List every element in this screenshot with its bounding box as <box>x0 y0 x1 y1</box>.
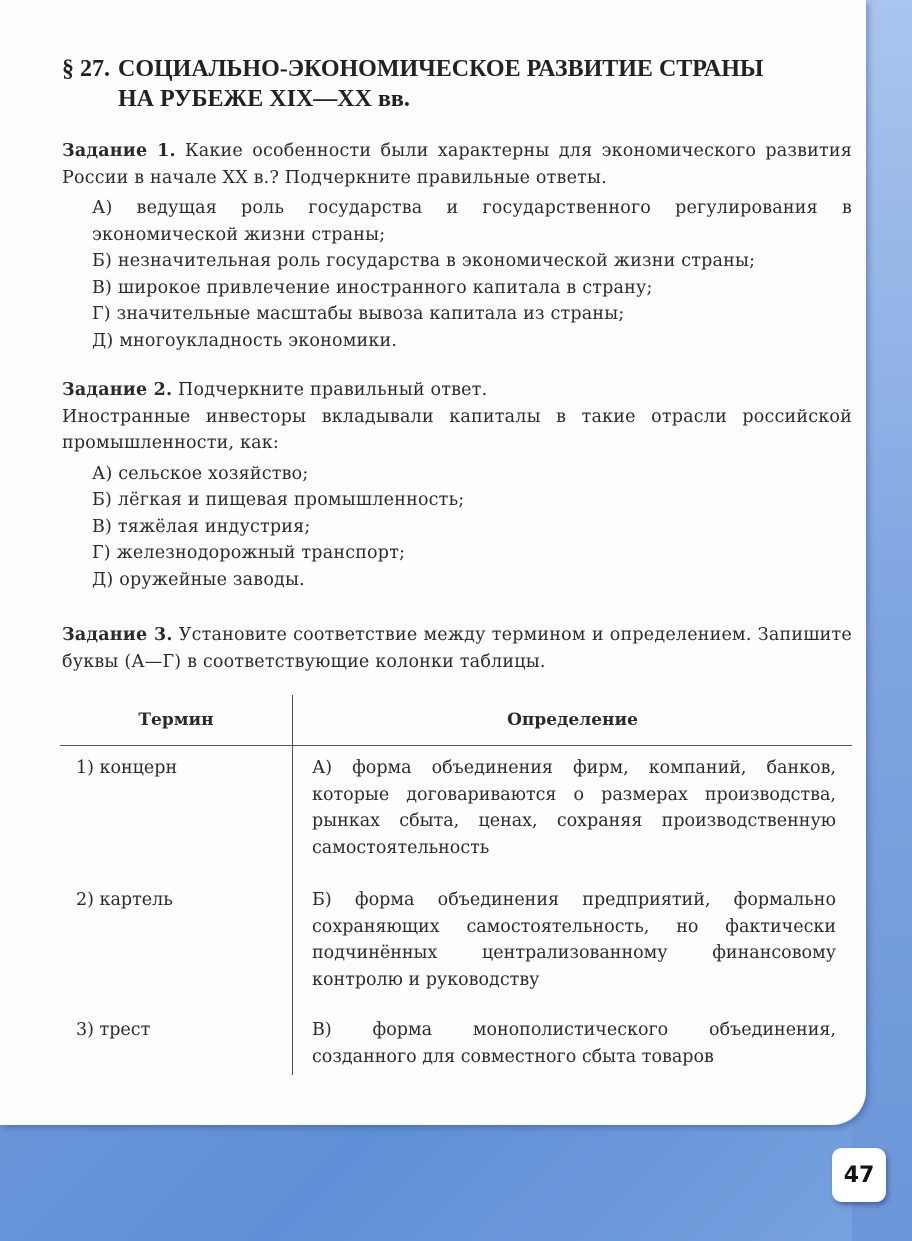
task-1-text: Какие особенности были характерны для экономического развития России в начале XX в.? Подчеркните правильные ответы. <box>62 141 853 188</box>
term-cell: 3) трест <box>76 1020 151 1040</box>
definition-cell: А) форма объединения фирм, компаний, банков, которые договариваются о размерах производства, рынках сбыта, ценах, сохраняя производственную самостоятельность <box>312 758 836 858</box>
task-2-option[interactable]: Г) железнодорожный транспорт; <box>92 543 406 563</box>
section-title <box>62 54 763 114</box>
task-2-option[interactable]: В) тяжёлая индустрия; <box>92 516 311 537</box>
title-line-2: НА РУБЕЖЕ XIX—XX вв. <box>118 86 410 112</box>
header-definition: Определение <box>507 710 638 730</box>
task-1-option[interactable]: Г) значительные масштабы вывоза капитала из страны; <box>92 304 625 324</box>
task-3 <box>62 622 852 675</box>
header-term: Термин <box>138 710 214 730</box>
task-2-label: Задание 2. <box>62 380 173 400</box>
term-cell: 1) концерн <box>76 758 178 778</box>
task-1-option[interactable]: А) ведущая роль государства и государственного регулирования в экономической жизни страны; <box>92 198 852 245</box>
matching-table <box>60 695 852 1075</box>
column-divider <box>292 695 293 1075</box>
task-2-text: Подчеркните правильный ответ. <box>178 380 488 400</box>
page-number: 47 <box>832 1148 886 1202</box>
task-1-label: Задание 1. <box>62 141 176 161</box>
task-1 <box>62 138 852 354</box>
title-line-1: СОЦИАЛЬНО-ЭКОНОМИЧЕСКОЕ РАЗВИТИЕ СТРАНЫ <box>118 56 764 82</box>
task-2-option[interactable]: А) сельское хозяйство; <box>92 463 309 484</box>
term-cell: 2) картель <box>76 890 173 910</box>
task-3-label: Задание 3. <box>62 625 173 645</box>
task-2-option[interactable]: Б) лёгкая и пищевая промышленность; <box>92 490 465 510</box>
definition-cell: В) форма монополистического объединения, созданного для совместного сбыта товаров <box>312 1020 836 1067</box>
task-1-option[interactable]: Б) незначительная роль государства в экономической жизни страны; <box>92 251 756 271</box>
section-number: § 27. <box>62 56 110 82</box>
header-divider <box>60 745 852 746</box>
task-1-option[interactable]: Д) многоукладность экономики. <box>92 330 398 351</box>
definition-cell: Б) форма объединения предприятий, формально сохраняющих самостоятельность, но фактически подчинённых централизованному финансовому контролю и руководству <box>312 890 836 990</box>
task-2 <box>62 377 852 593</box>
task-2-option[interactable]: Д) оружейные заводы. <box>92 569 305 590</box>
task-3-text: Установите соответствие между термином и определением. Запишите буквы (А—Г) в соответствующие колонки таблицы. <box>62 625 852 672</box>
task-1-option[interactable]: В) широкое привлечение иностранного капитала в страну; <box>92 277 653 298</box>
task-2-question: Иностранные инвесторы вкладывали капиталы в такие отрасли российской промышленности, как: <box>62 406 852 453</box>
